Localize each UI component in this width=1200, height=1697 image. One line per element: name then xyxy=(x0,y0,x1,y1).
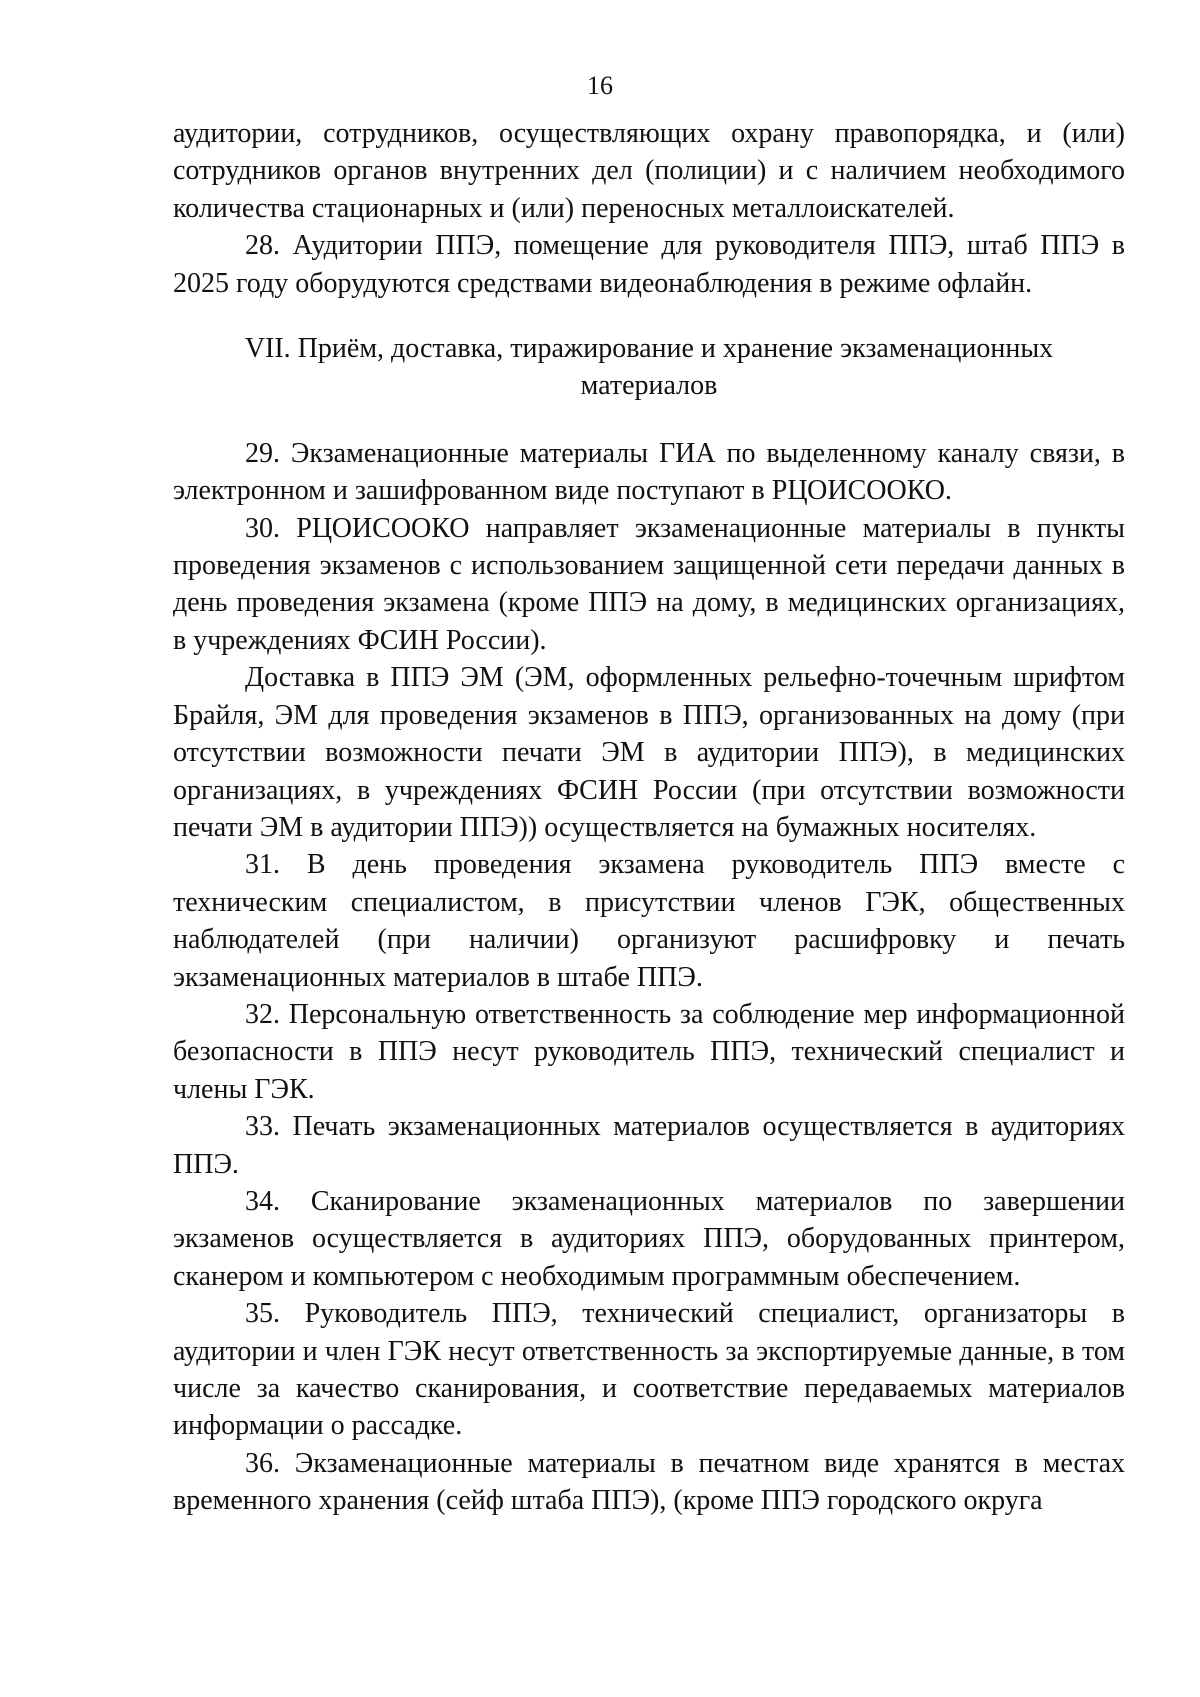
paragraph-35: 35. Руководитель ППЭ, технический специалист, организаторы в аудитории и член ГЭК несут ответственность за экспортируемые данные, в том числе за качество сканирования, и соответствие передаваемых материалов информации о рассадке. xyxy=(173,1298,1125,1442)
paragraph-29: 29. Экзаменационные материалы ГИА по выделенному каналу связи, в электронном и зашифрованном виде поступают в РЦОИСООКО. xyxy=(173,437,1125,507)
paragraph-33: 33. Печать экзаменационных материалов осуществляется в аудиториях ППЭ. xyxy=(173,1111,1125,1180)
paragraph-28: 28. Аудитории ППЭ, помещение для руководителя ППЭ, штаб ППЭ в 2025 году оборудуются средствами видеонаблюдения в режиме офлайн. xyxy=(173,230,1125,299)
paragraph-delivery: Доставка в ППЭ ЭМ (ЭМ, оформленных рельефно-точечным шрифтом Брайля, ЭМ для проведения экзаменов в ППЭ, организованных на дому (при отсутствии возможности печати ЭМ в аудитории ППЭ), в медицинских организациях, в учреждениях ФСИН России (при отсутствии возможности печати ЭМ в аудитории ППЭ)) осуществляется на бумажных носителях. xyxy=(173,662,1125,843)
paragraph-36: 36. Экзаменационные материалы в печатном виде хранятся в местах временного хранения (сейф штаба ППЭ), (кроме ППЭ городского округа xyxy=(173,1447,1125,1517)
section-heading-line-2: материалов xyxy=(580,370,718,402)
document-body xyxy=(173,115,1125,1520)
paragraph-31: 31. В день проведения экзамена руководитель ППЭ вместе с техническим специалистом, в присутствии членов ГЭК, общественных наблюдателей (при наличии) организуют расшифровку и печать экзаменационных материалов в штабе ППЭ. xyxy=(173,849,1125,993)
paragraph-34: 34. Сканирование экзаменационных материалов по завершении экзаменов осуществляется в аудиториях ППЭ, оборудованных принтером, сканером и компьютером с необходимым программным обеспечением. xyxy=(173,1185,1125,1292)
paragraph-continuation: аудитории, сотрудников, осуществляющих охрану правопорядка, и (или) сотрудников органов внутренних дел (полиции) и с наличием необходимого количества стационарных и (или) переносных металлоискателей. xyxy=(173,118,1125,224)
section-heading xyxy=(173,330,1125,405)
paragraph-32: 32. Персональную ответственность за соблюдение мер информационной безопасности в ППЭ несут руководитель ППЭ, технический специалист и члены ГЭК. xyxy=(173,998,1125,1105)
paragraph-30: 30. РЦОИСООКО направляет экзаменационные материалы в пункты проведения экзаменов с использованием защищенной сети передачи данных в день проведения экзамена (кроме ППЭ на дому, в медицинских организациях, в учреждениях ФСИН России). xyxy=(173,512,1125,656)
page-number: 16 xyxy=(587,71,613,100)
section-heading-line-1: VII. Приём, доставка, тиражирование и хранение экзаменационных xyxy=(244,333,1054,365)
